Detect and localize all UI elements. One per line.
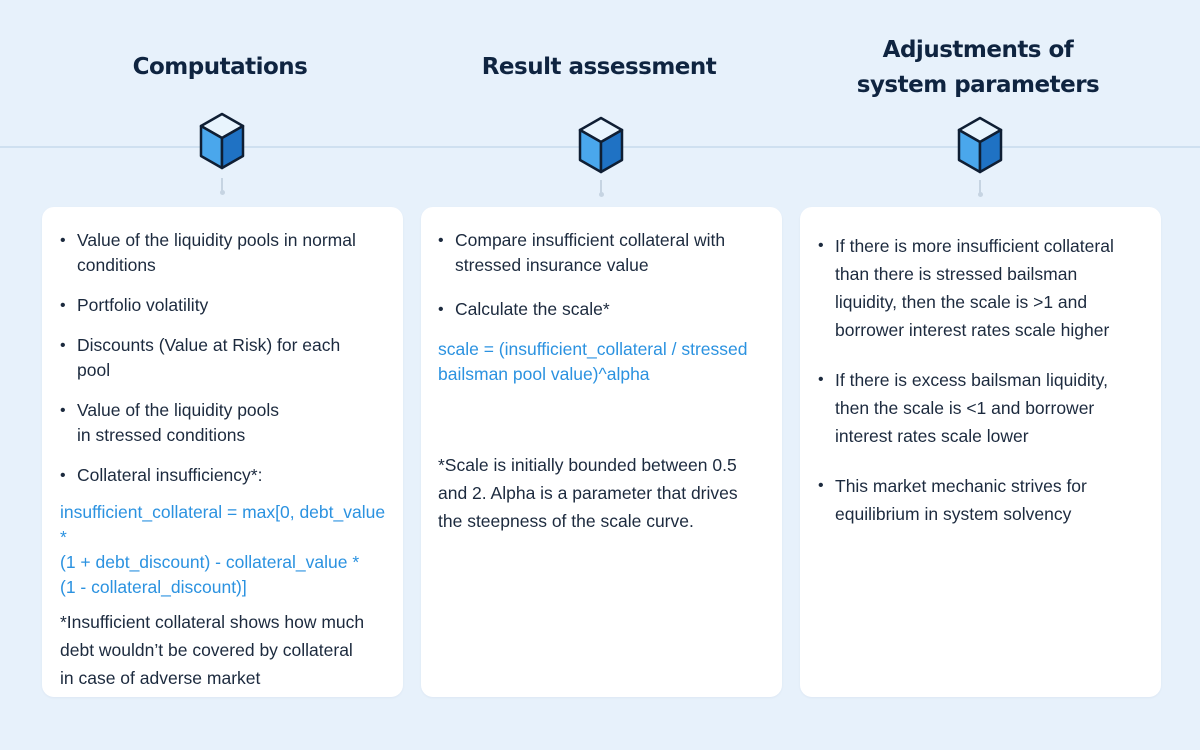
formula-line: scale = (insufficient_collateral / stressed [438, 339, 748, 359]
bullet-item: • Value of the liquidity pools in normal conditions [60, 228, 387, 278]
bullet-item: • This market mechanic strives for equilibrium in system solvency [818, 472, 1139, 528]
bullet-item: • Compare insufficient collateral with stressed insurance value [438, 228, 766, 278]
bullet-list [438, 228, 766, 322]
bullet-item: • If there is more insufficient collateral than there is stressed bailsman liquidity, then the scale is >1 and borrower interest rates scale higher [818, 232, 1139, 344]
note-line: *Scale is initially bounded between 0.5 [438, 455, 737, 475]
bullet-item: • Value of the liquidity pools in stressed conditions [60, 398, 387, 448]
card-result-assessment [421, 207, 782, 697]
note-line: in case of adverse market [60, 668, 261, 688]
note-line: *Insufficient collateral shows how much [60, 612, 365, 632]
bullet-list [818, 232, 1139, 528]
bullet-item: • Calculate the scale* [438, 297, 766, 322]
connector-dot [599, 192, 604, 197]
bullet-item: • Collateral insufficiency*: [60, 463, 387, 488]
bullet-item: • If there is excess bailsman liquidity, then the scale is <1 and borrower interest rates scale lower [818, 366, 1139, 450]
formula-scale [438, 337, 766, 387]
formula-line: bailsman pool value)^alpha [438, 364, 650, 384]
note-line: and 2. Alpha is a parameter that drives [438, 483, 738, 503]
card-adjustments [800, 207, 1161, 697]
bullet-list [60, 228, 387, 488]
bullet-item: • Discounts (Value at Risk) for each pool [60, 333, 387, 383]
note-line: debt wouldn’t be covered by collateral [60, 640, 353, 660]
formula-insufficient-collateral [60, 500, 395, 600]
title-line: system parameters [856, 72, 1100, 98]
bullet-item: • Portfolio volatility [60, 293, 387, 318]
formula-line: insufficient_collateral = max[0, debt_value * [60, 502, 386, 547]
formula-line: (1 + debt_discount) - collateral_value * [60, 552, 360, 572]
cube-icon [197, 112, 247, 174]
card-computations [42, 207, 403, 697]
note-line: the steepness of the scale curve. [438, 511, 694, 531]
title-line: Adjustments of [882, 37, 1074, 63]
connector-dot [978, 192, 983, 197]
column-title-result-assessment: Result assessment [481, 54, 717, 80]
cube-icon [576, 116, 626, 178]
column-title-adjustments [798, 33, 1158, 103]
cube-icon [955, 116, 1005, 178]
column-title-computations: Computations [132, 54, 308, 80]
footnote [60, 608, 387, 692]
formula-line: (1 - collateral_discount)] [60, 577, 247, 597]
footnote [438, 451, 766, 535]
connector-dot [220, 190, 225, 195]
